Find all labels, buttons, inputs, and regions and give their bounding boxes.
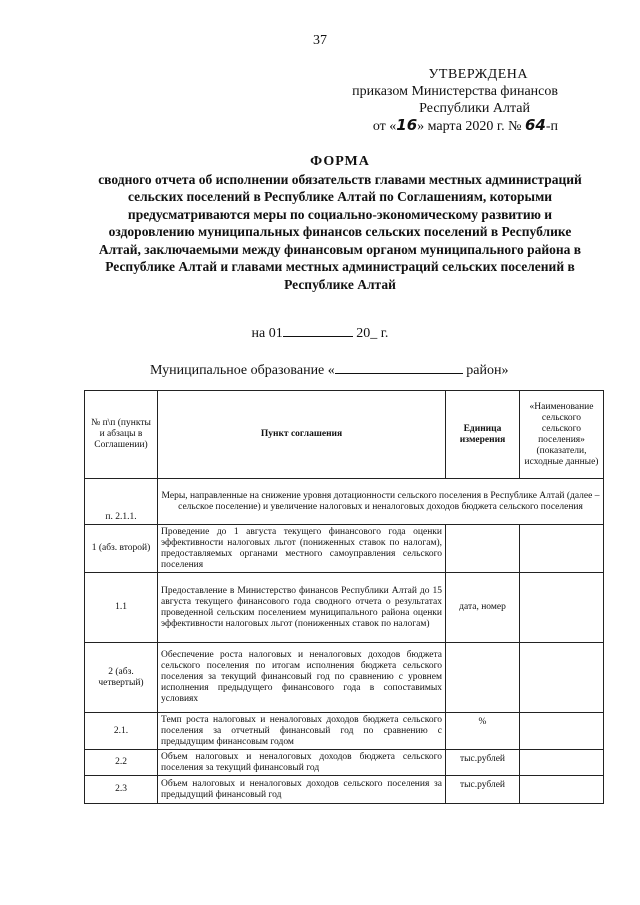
section-text: Меры, направленные на снижение уровня дотационности сельского поселения в Республике Алтай (далее – сельское поселение) и увеличение налоговых и неналоговых доходов бюджета сельского поселения — [158, 479, 604, 525]
row-unit — [446, 525, 520, 573]
row-value — [520, 750, 604, 776]
table-row — [85, 750, 604, 776]
table-row — [85, 573, 604, 643]
row-text: Объем налоговых и неналоговых доходов сельского поселения за предыдущий финансовый год — [158, 776, 446, 804]
municipality-line: Муниципальное образование « район» — [150, 359, 508, 379]
row-value — [520, 643, 604, 713]
row-unit — [446, 643, 520, 713]
row-value — [520, 573, 604, 643]
form-heading: ФОРМА — [310, 154, 370, 169]
table-row — [85, 643, 604, 713]
row-unit: % — [446, 713, 520, 750]
row-text: Предоставление в Министерство финансов Республики Алтай до 15 августа текущего финансового года сводного отчета о результатах проведенной сельским поселением муниципального района оценки эффективности налоговых льгот (пониженных ставок по налогам) — [158, 573, 446, 643]
approval-date: от «16» марта 2020 г. № 64-п — [372, 116, 558, 134]
row-text: Объем налоговых и неналоговых доходов бюджета сельского поселения за текущий финансовый год — [158, 750, 446, 776]
section-row — [85, 479, 604, 525]
approval-order: приказом Министерства финансов — [352, 84, 558, 99]
header-settlement: «Наименование сельского сельского поселения» (показатели, исходные данные) — [520, 391, 604, 479]
row-num: 2.3 — [85, 776, 158, 804]
row-text: Темп роста налоговых и неналоговых доходов бюджета сельского поселения за отчетный финансовый год по сравнению с предыдущим финансовым годом — [158, 713, 446, 750]
row-unit: тыс.рублей — [446, 750, 520, 776]
row-value — [520, 713, 604, 750]
row-num: 2.2 — [85, 750, 158, 776]
row-unit: дата, номер — [446, 573, 520, 643]
row-value — [520, 525, 604, 573]
form-subtitle: сводного отчета об исполнении обязательств главами местных администраций сельских поселений в Республике Алтай по Соглашениям, которыми предусматриваются меры по социально-экономическому развитию и оздоровлению муниципальных финансов сельских поселений в Республике Алтай, заключаемыми между финансовым органом муниципального района в Республике Алтай и главами местных администраций сельских поселений в Республике Алтай — [98, 171, 582, 292]
row-num: 1.1 — [85, 573, 158, 643]
date-blank — [283, 322, 353, 337]
section-num: п. 2.1.1. — [85, 479, 158, 525]
table-row — [85, 713, 604, 750]
header-unit: Единица измерения — [446, 391, 520, 479]
report-table — [84, 390, 604, 804]
header-item: Пункт соглашения — [158, 391, 446, 479]
row-value — [520, 776, 604, 804]
approval-title: УТВЕРЖДЕНА — [428, 67, 528, 82]
table-row — [85, 525, 604, 573]
handwritten-day: 16 — [396, 116, 418, 134]
row-num: 2 (абз. четвертый) — [85, 643, 158, 713]
approval-republic: Республики Алтай — [419, 101, 530, 116]
table-header-row — [85, 391, 604, 479]
row-text: Обеспечение роста налоговых и неналоговых доходов бюджета сельского поселения по итогам исполнения бюджета сельского поселения за текущий финансовый год по сравнению с уровнем исполнения предыдущего финансового года в сопоставимых условиях — [158, 643, 446, 713]
row-text: Проведение до 1 августа текущего финансового года оценки эффективности налоговых льгот (пониженных ставок по налогам), предоставляемых органами местного самоуправления сельского поселения — [158, 525, 446, 573]
report-date: на 01 20_ г. — [0, 322, 640, 342]
table-row — [85, 776, 604, 804]
row-num: 1 (абз. второй) — [85, 525, 158, 573]
municipality-blank — [335, 359, 463, 374]
approval-block — [352, 66, 558, 135]
header-num: № п\п (пункты и абзацы в Соглашении) — [85, 391, 158, 479]
form-title — [95, 153, 585, 293]
row-num: 2.1. — [85, 713, 158, 750]
page-number: 37 — [313, 33, 327, 48]
handwritten-number: 64 — [524, 116, 546, 134]
row-unit: тыс.рублей — [446, 776, 520, 804]
